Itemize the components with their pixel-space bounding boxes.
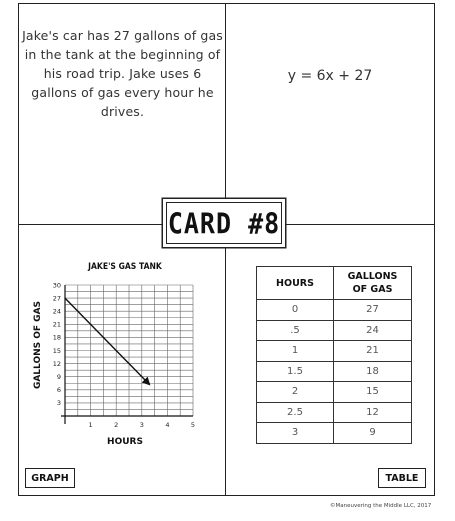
table-cell-gallons: 18 bbox=[334, 361, 412, 382]
table-corner-label: TABLE bbox=[378, 468, 426, 488]
table-row bbox=[257, 423, 412, 444]
table-row bbox=[257, 361, 412, 382]
table-cell-hours: 1 bbox=[257, 341, 334, 362]
x-tick-label: 3 bbox=[139, 421, 144, 429]
x-tick-label: 4 bbox=[165, 421, 170, 429]
table-cell-hours: 0 bbox=[257, 300, 334, 321]
y-tick-label: 9 bbox=[56, 373, 61, 381]
table-cell-gallons: 12 bbox=[334, 402, 412, 423]
table-header-gallons bbox=[334, 267, 412, 300]
gas-table bbox=[256, 266, 412, 444]
table-cell-gallons: 24 bbox=[334, 320, 412, 341]
x-tick-label: 5 bbox=[190, 421, 196, 429]
table-cell-gallons: 21 bbox=[334, 341, 412, 362]
table-header-hours: HOURS bbox=[257, 267, 334, 300]
chart-x-axis-label: HOURS bbox=[107, 437, 143, 447]
y-tick-label: 12 bbox=[52, 359, 61, 368]
table-cell-hours: 3 bbox=[257, 423, 334, 444]
chart-y-axis-label: GALLONS OF GAS bbox=[33, 300, 43, 390]
y-tick-label: 18 bbox=[52, 333, 61, 342]
table-cell-hours: 2.5 bbox=[257, 402, 334, 423]
y-tick-label: 27 bbox=[52, 294, 61, 303]
card-number-label: CARD #8 bbox=[167, 206, 281, 240]
chart-title: JAKE'S GAS TANK bbox=[88, 262, 162, 272]
table-cell-gallons: 9 bbox=[334, 423, 412, 444]
y-tick-label: 30 bbox=[52, 281, 61, 290]
table-cell-gallons: 27 bbox=[334, 300, 412, 321]
copyright-text: ©Maneuvering the Middle LLC, 2017 bbox=[330, 503, 432, 509]
table-row bbox=[257, 320, 412, 341]
x-tick-label: 2 bbox=[114, 421, 119, 429]
table-header-row bbox=[257, 267, 412, 300]
x-tick-label: 1 bbox=[88, 421, 93, 429]
table-row bbox=[257, 341, 412, 362]
y-tick-label: 15 bbox=[52, 346, 61, 355]
table-row bbox=[257, 402, 412, 423]
table-row bbox=[257, 300, 412, 321]
table-row bbox=[257, 382, 412, 403]
table-cell-gallons: 15 bbox=[334, 382, 412, 403]
word-problem-text: Jake's car has 27 gallons of gas in the tank at the beginning of his road trip. Jake uses 6 gallons of gas every hour he drives. bbox=[22, 28, 223, 119]
y-tick-label: 3 bbox=[56, 399, 61, 408]
equation-text: y = 6x + 27 bbox=[287, 68, 373, 84]
table-cell-hours: 1.5 bbox=[257, 361, 334, 382]
graph-corner-label: GRAPH bbox=[25, 468, 75, 488]
table-cell-hours: 2 bbox=[257, 382, 334, 403]
y-tick-label: 6 bbox=[56, 386, 61, 395]
y-tick-label: 24 bbox=[52, 307, 61, 316]
table-header-gallons-text: GALLONS OF GAS bbox=[347, 271, 398, 295]
y-tick-label: 21 bbox=[52, 320, 61, 329]
table-cell-hours: .5 bbox=[257, 320, 334, 341]
